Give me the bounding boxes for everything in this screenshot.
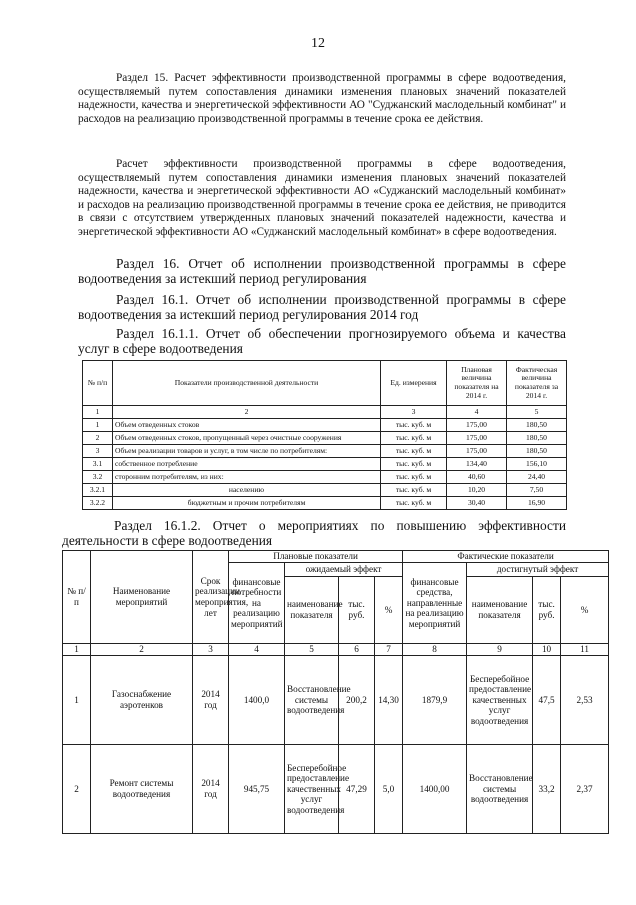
row-unit: тыс. куб. м	[381, 471, 447, 484]
row-plan-pct: 14,30	[375, 656, 403, 745]
row-fact-indicator: Бесперебойное предоставление качественных услуг водоотведения	[467, 656, 533, 745]
section-16-1-2-title	[62, 518, 566, 549]
row-fact-rub: 47,5	[533, 656, 561, 745]
table-row	[83, 484, 567, 497]
row-fact-finance: 1400,00	[403, 745, 467, 834]
column-number: 4	[447, 406, 507, 419]
row-plan: 175,00	[447, 419, 507, 432]
section-16-1-2-title-text: Раздел 16.1.2. Отчет о мероприятиях по повышению эффективности деятельности в сфере водоотведения	[62, 518, 566, 549]
column-number: 7	[375, 644, 403, 656]
row-plan: 10,20	[447, 484, 507, 497]
row-plan-pct: 5,0	[375, 745, 403, 834]
row-fact: 156,10	[507, 458, 567, 471]
header-cell: финансовые потребности на реализацию мероприятий	[229, 563, 285, 644]
column-number: 5	[507, 406, 567, 419]
header-cell: Ед. измерения	[381, 361, 447, 406]
row-unit: тыс. куб. м	[381, 445, 447, 458]
row-term: 2014 год	[193, 745, 229, 834]
table-row	[83, 497, 567, 510]
header-cell: тыс. руб.	[339, 577, 375, 644]
column-number: 3	[193, 644, 229, 656]
table-header-row	[83, 361, 567, 406]
table-row	[83, 445, 567, 458]
row-number: 3.2.1	[83, 484, 113, 497]
row-fact: 24,40	[507, 471, 567, 484]
table-row	[83, 458, 567, 471]
section-15-body-text: Расчет эффективности производственной программы в сфере водоотведения, осуществляемый путем сопоставления динамики изменения плановых значений показателей надежности, качества и энергетической эффективности АО «Суджанский маслодельный комбинат» и расходов на реализацию производственной программы в течение срока ее действия, не приводится в связи с отсутствием утвержденных плановых значений показателей надежности, качества и энергетической эффективности АО «Суджанский маслодельный комбинат» в сфере водоотведения.	[78, 158, 566, 238]
row-number: 1	[63, 656, 91, 745]
row-unit: тыс. куб. м	[381, 484, 447, 497]
table-row	[83, 432, 567, 445]
section-15-body	[78, 158, 566, 240]
table-number-row	[63, 644, 609, 656]
header-cell: Плановые показатели	[229, 551, 403, 563]
row-number: 3	[83, 445, 113, 458]
row-fact: 180,50	[507, 432, 567, 445]
row-fact-pct: 2,53	[561, 656, 609, 745]
header-cell: достигнутый эффект	[467, 563, 609, 577]
header-cell: ожидаемый эффект	[285, 563, 403, 577]
row-fact-rub: 33,2	[533, 745, 561, 834]
section-16-1-title	[78, 292, 566, 323]
row-indicator: сторонним потребителям, из них:	[113, 471, 381, 484]
column-number: 11	[561, 644, 609, 656]
section-16-1-title-text: Раздел 16.1. Отчет об исполнении производственной программы в сфере водоотведения за истекший период регулирования 2014 год	[78, 292, 566, 323]
row-plan-indicator: Восстановление системы водоотведения	[285, 656, 339, 745]
section-16-1-1-title-text: Раздел 16.1.1. Отчет об обеспечении прогнозируемого объема и качества услуг в сфере водоотведения	[78, 326, 566, 357]
table-row	[83, 419, 567, 432]
header-cell: Срок реализации мероприятия, лет	[193, 551, 229, 644]
row-plan-rub: 200,2	[339, 656, 375, 745]
row-fact-pct: 2,37	[561, 745, 609, 834]
header-cell: Наименование мероприятий	[91, 551, 193, 644]
row-plan: 134,40	[447, 458, 507, 471]
column-number: 1	[63, 644, 91, 656]
row-unit: тыс. куб. м	[381, 419, 447, 432]
row-fact: 180,50	[507, 419, 567, 432]
column-number: 4	[229, 644, 285, 656]
table-row	[63, 656, 609, 745]
column-number: 1	[83, 406, 113, 419]
column-number: 6	[339, 644, 375, 656]
row-number: 1	[83, 419, 113, 432]
row-indicator: Объем отведенных стоков, пропущенный через очистные сооружения	[113, 432, 381, 445]
row-measure-name: Газоснабжение аэротенков	[91, 656, 193, 745]
row-fact: 7,50	[507, 484, 567, 497]
efficiency-measures-table	[62, 550, 609, 834]
table-row	[63, 745, 609, 834]
row-measure-name: Ремонт системы водоотведения	[91, 745, 193, 834]
row-plan: 175,00	[447, 432, 507, 445]
row-indicator: бюджетным и прочим потребителям	[113, 497, 381, 510]
header-cell: Фактические показатели	[403, 551, 609, 563]
volume-quality-table	[82, 360, 567, 510]
row-indicator: Объем реализации товаров и услуг, в том числе по потребителям:	[113, 445, 381, 458]
table-row	[83, 471, 567, 484]
header-cell: Показатели производственной деятельности	[113, 361, 381, 406]
column-number: 10	[533, 644, 561, 656]
row-plan-rub: 47,29	[339, 745, 375, 834]
header-cell: № п/п	[63, 551, 91, 644]
section-16-title-text: Раздел 16. Отчет об исполнении производственной программы в сфере водоотведения за истекший период регулирования	[78, 256, 566, 287]
row-unit: тыс. куб. м	[381, 432, 447, 445]
row-plan-finance: 945,75	[229, 745, 285, 834]
header-cell: № п/п	[83, 361, 113, 406]
row-number: 3.2	[83, 471, 113, 484]
row-term: 2014 год	[193, 656, 229, 745]
row-plan: 30,40	[447, 497, 507, 510]
page-number: 12	[311, 36, 325, 51]
row-plan: 40,60	[447, 471, 507, 484]
header-cell: финансовые средства, направленные на реализацию мероприятий	[403, 563, 467, 644]
row-unit: тыс. куб. м	[381, 497, 447, 510]
row-number: 2	[63, 745, 91, 834]
header-cell: Плановая величина показателя на 2014 г.	[447, 361, 507, 406]
row-number: 3.2.2	[83, 497, 113, 510]
table-header-row	[63, 551, 609, 563]
header-cell: Фактическая величина показателя за 2014 г.	[507, 361, 567, 406]
section-15-title	[78, 72, 566, 126]
row-plan: 175,00	[447, 445, 507, 458]
column-number: 2	[91, 644, 193, 656]
row-fact: 180,50	[507, 445, 567, 458]
section-16-1-1-title	[78, 326, 566, 357]
header-cell: %	[561, 577, 609, 644]
table-number-row	[83, 406, 567, 419]
section-15-title-text: Раздел 15. Расчет эффективности производственной программы в сфере водоотведения, осуществляемый путем сопоставления динамики изменения плановых значений показателей надежности, качества и энергетической эффективности АО "Суджанский маслодельный комбинат" и расходов на реализацию производственной программы в течение срока ее действия.	[78, 72, 566, 125]
row-plan-finance: 1400,0	[229, 656, 285, 745]
column-number: 2	[113, 406, 381, 419]
header-cell: наименование показателя	[467, 577, 533, 644]
column-number: 8	[403, 644, 467, 656]
header-cell: %	[375, 577, 403, 644]
column-number: 9	[467, 644, 533, 656]
row-indicator: Объем отведенных стоков	[113, 419, 381, 432]
section-16-title	[78, 256, 566, 287]
row-number: 3.1	[83, 458, 113, 471]
header-cell: наименование показателя	[285, 577, 339, 644]
header-cell: тыс. руб.	[533, 577, 561, 644]
column-number: 3	[381, 406, 447, 419]
column-number: 5	[285, 644, 339, 656]
row-fact: 16,90	[507, 497, 567, 510]
row-number: 2	[83, 432, 113, 445]
row-plan-indicator: Бесперебойное предоставление качественных услуг водоотведения	[285, 745, 339, 834]
row-unit: тыс. куб. м	[381, 458, 447, 471]
row-indicator: населению	[113, 484, 381, 497]
row-fact-finance: 1879,9	[403, 656, 467, 745]
row-indicator: собственное потребление	[113, 458, 381, 471]
row-fact-indicator: Восстановление системы водоотведения	[467, 745, 533, 834]
